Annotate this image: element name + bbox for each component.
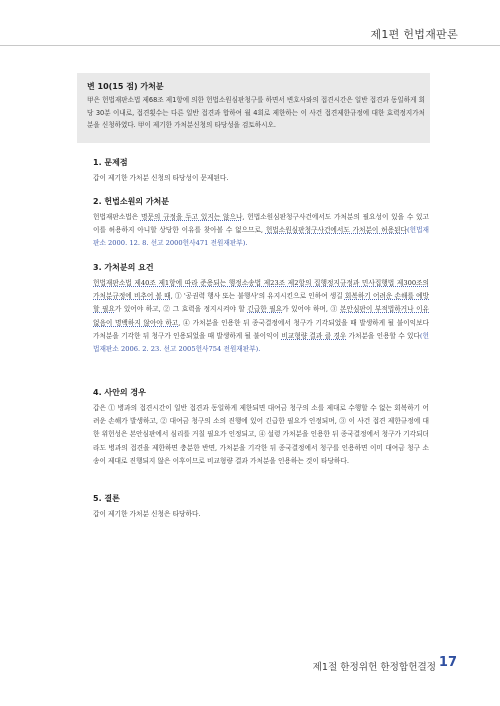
- page-number: 17: [438, 655, 457, 670]
- case-citation: (헌법재판소 2000. 12. 8. 선고 2000헌사471 전원재판부).: [93, 226, 429, 248]
- underlined-text: 헌법소원심판청구사건에서도 가처분이 허용된다: [265, 226, 407, 235]
- section-heading-1: 1. 문제점: [93, 158, 128, 167]
- section-heading-5: 5. 결론: [93, 494, 120, 503]
- section-heading-2: 2. 헌법소원의 가처분: [93, 197, 169, 206]
- header-divider: [0, 45, 500, 46]
- underlined-text: 헌법재판소법 제40조 제1항에 따라 준용되는 행정소송법 제23조 제2항의 집행정지규정과 민사집행법 제300조의 가처분규정에 비추어 볼 때: [93, 279, 429, 301]
- underlined-text: 명문의 규정을 두고 있지는 않으나: [140, 213, 243, 221]
- section-heading-4: 4. 사안의 경우: [93, 388, 146, 397]
- underlined-text: 긴급한 필요: [247, 305, 283, 314]
- running-title: 제1편 헌법재판론: [370, 28, 458, 41]
- case-body: 甲은 헌법재판소법 제68조 제1항에 의한 헌법소원심판청구를 하면서 변호사와의 접견시간은 일반 접견과 동일하게 회당 30분 이내로, 접견횟수는 다른 일반 접견과 합하여 월 4회로 제한하는 이 사건 접견제한규정에 대한 효력정지가처분을 신청하였다. 甲이 제기한 가처분신청의 타당성을 검토하시오.: [87, 96, 425, 130]
- underlined-text: 본안심판이 부적법하거나 이유 없음이 명백하지 않아야 하고: [93, 305, 430, 327]
- section-text-1: 갑이 제기한 가처분 신청의 타당성이 문제된다.: [93, 174, 229, 182]
- case-citation: (헌법재판소 2006. 2. 23. 선고 2005헌사754 전원재판부).: [93, 331, 429, 354]
- text-run: 헌법재판소법은: [93, 213, 141, 221]
- text-run: 가처분을 인용할 수 있다: [346, 331, 420, 340]
- case-title: 변 10(15 점) 가처분: [87, 82, 164, 91]
- footer-chapter: 제1절 한정위헌 한정합헌결정: [312, 662, 436, 673]
- text-run: 가 있어야 하며, ③: [282, 305, 341, 314]
- page-header: [0, 0, 500, 46]
- text-run: 가 있어야 하고, ② 그 효력을 정지시켜야 할: [114, 305, 248, 314]
- section-text-2: [93, 211, 429, 251]
- text-run: , ④ 가처분을 인용한 뒤 종국결정에서 청구가 기각되었을 때 발생하게 될 불이익보다 가처분을 기각한 뒤 청구가 인용되었을 때 발생하게 될 불이익이: [93, 318, 429, 340]
- text-run: , 헌법소원심판청구사건에서도 가처분의 필요성이 있을 수 있고 이를 허용하지 아니할 상당한 이유를 찾아볼 수 없으므로,: [93, 213, 429, 235]
- section-text-3: [93, 277, 429, 356]
- underlined-text: 회복하기 어려운 손해를 예방할 필요: [93, 292, 429, 314]
- section-text-5: 갑이 제기한 가처분 신청은 타당하다.: [93, 510, 201, 518]
- section-heading-3: 3. 가처분의 요건: [93, 263, 154, 272]
- section-text-4: 갑은 ① 병과의 접견시간이 일반 접견과 동일하게 제한되면 대여금 청구의 소를 제대로 수행할 수 없는 회복하기 어려운 손해가 발생하고, ② 대여금 청구의 소의 진행에 있어 긴급한 필요가 인정되며, ③ 이 사건 접견 제한규정에 대한 위헌성은 본안심판에서 심리를 거칠 필요가 인정되고, ④ 설령 가처분을 인용한 뒤 종국결정에서 청구가 기각되더라도 병과의 접견을 제한하면 충분한 반면, 가처분을 기각한 뒤 종국결정에서 청구를 인용하면 이미 대여금 청구 소송이 제대로 진행되지 않은 이후이므로 비교형량 결과 가처분을 인용하는 것이 타당하다.: [93, 404, 429, 465]
- text-run: , ① '공권력 행사 또는 불행사'의 유지시킨으로 인하여 생길: [170, 292, 345, 301]
- underlined-text: 비교형량 결과 클 경우: [281, 331, 347, 340]
